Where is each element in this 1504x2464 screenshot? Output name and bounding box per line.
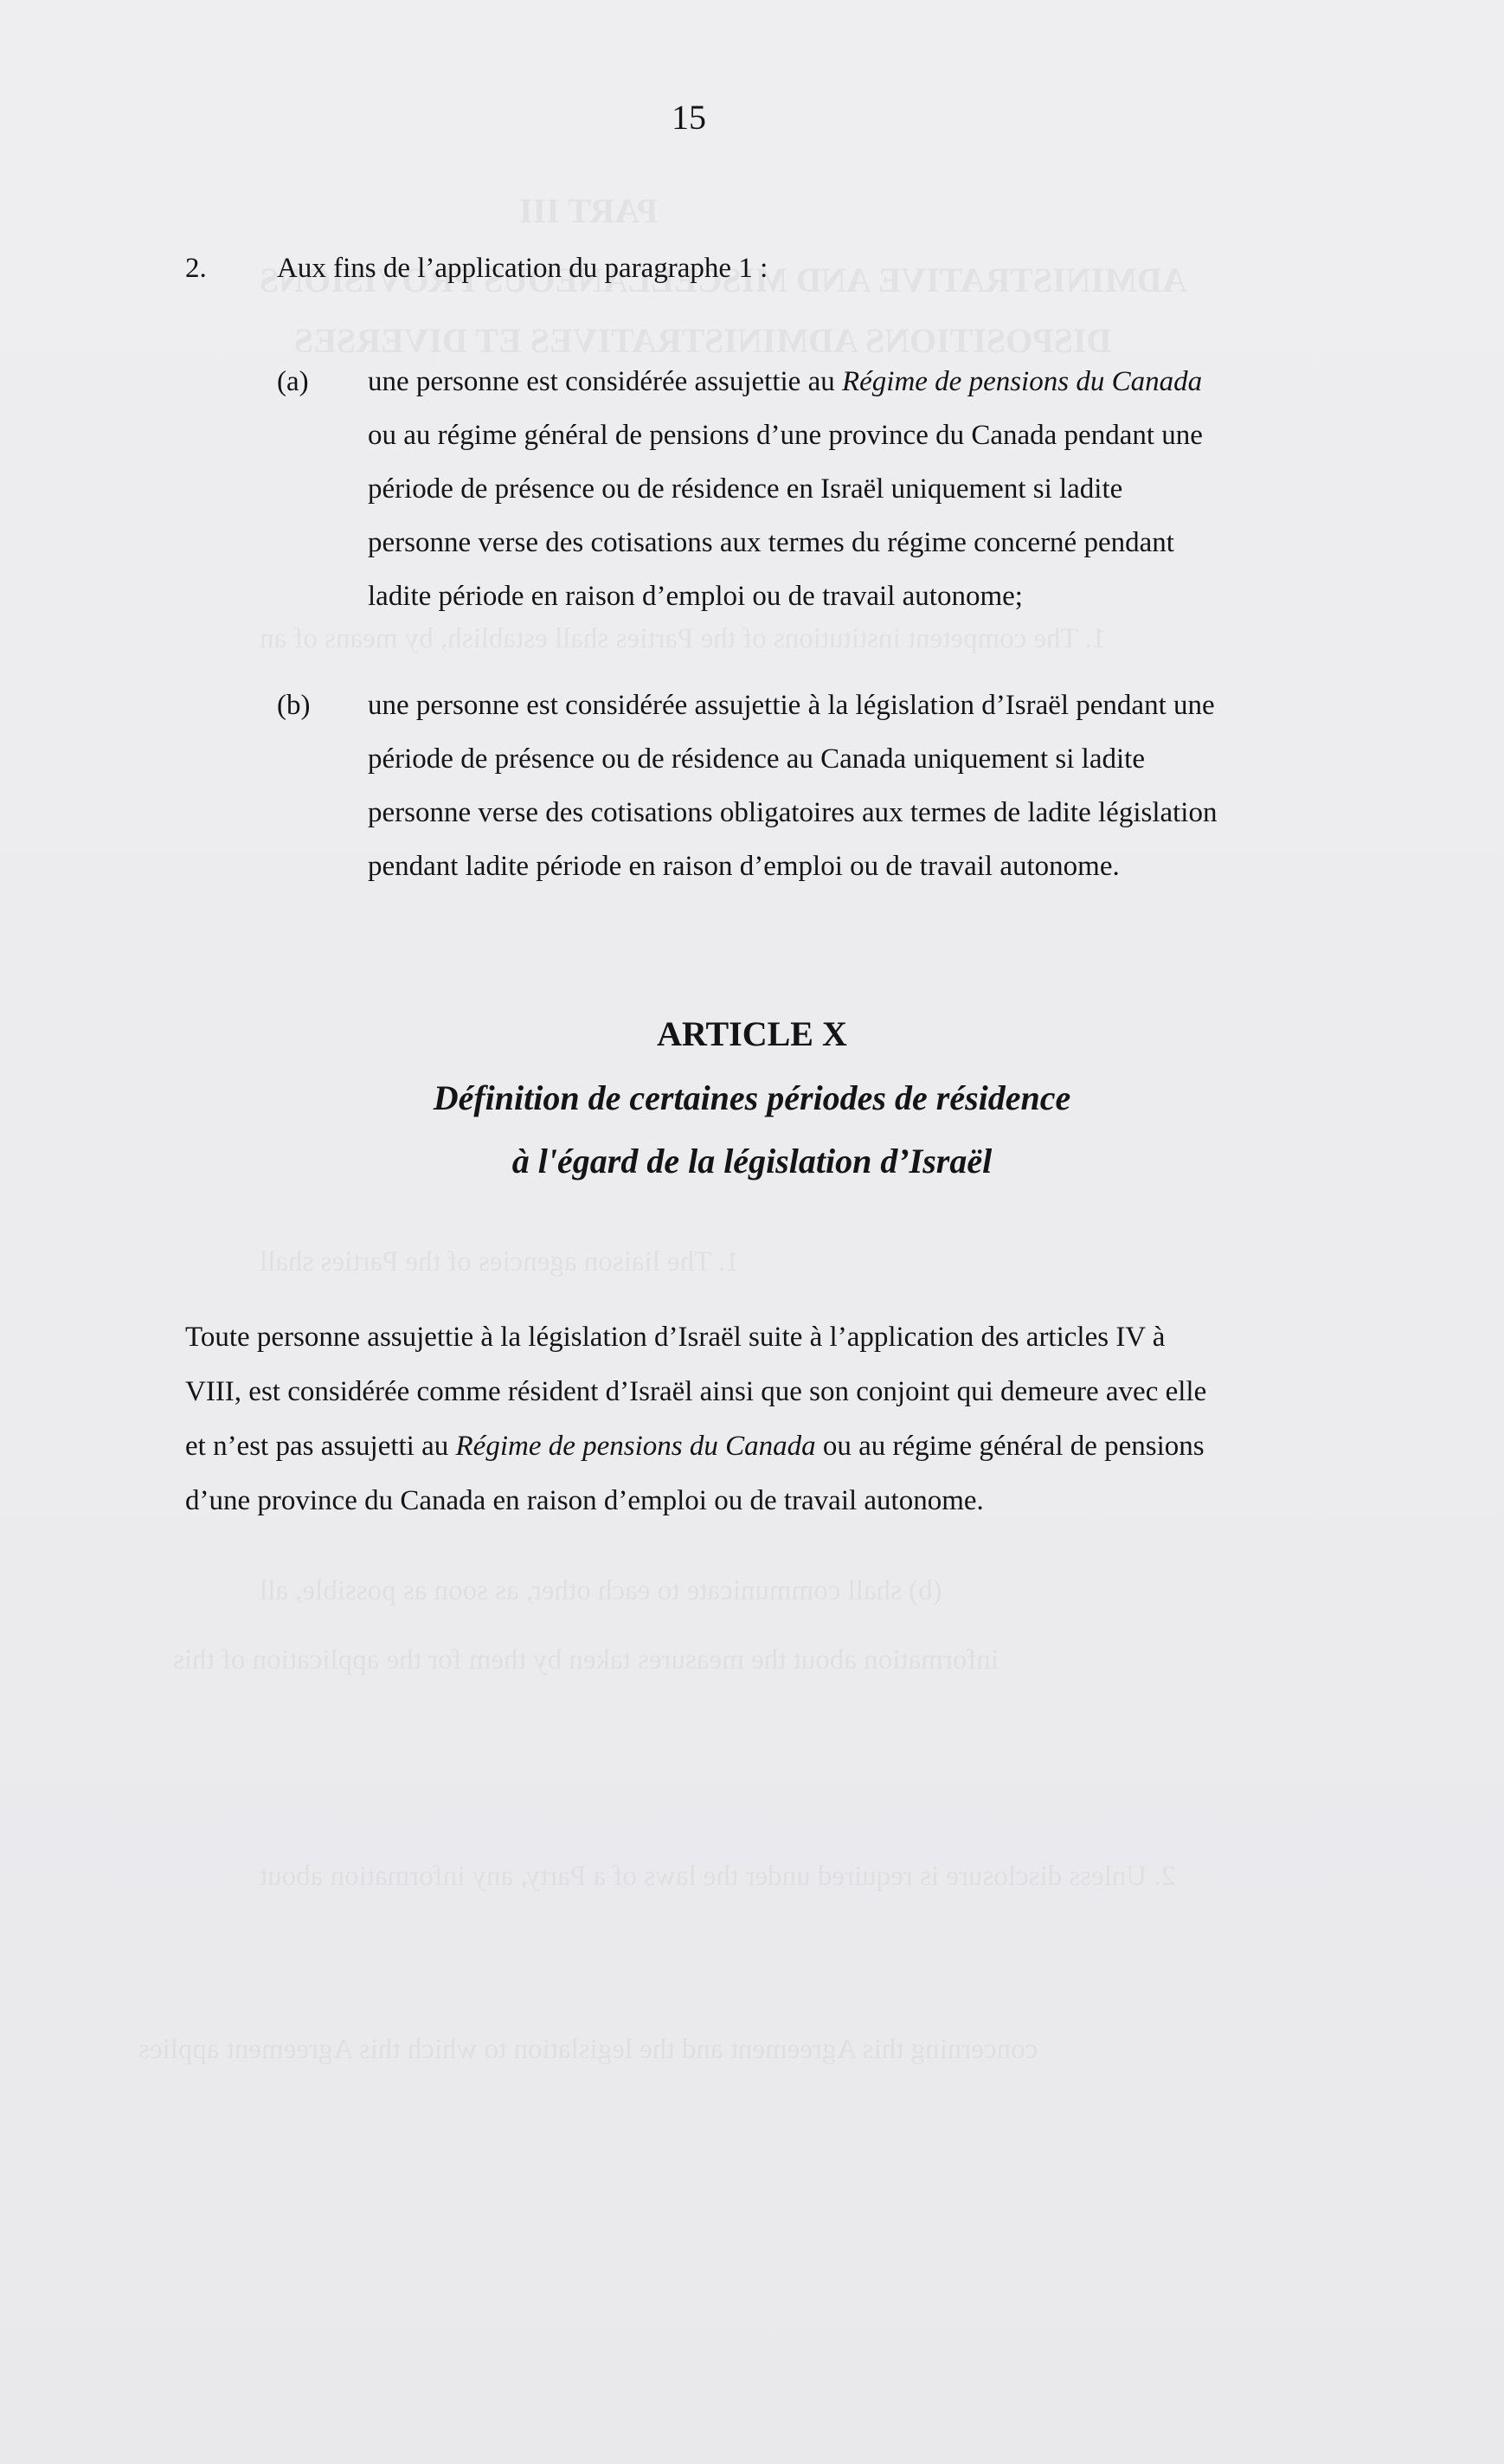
body-line3-pre: et n’est pas assujetti au	[185, 1431, 456, 1462]
page-number: 15	[672, 98, 706, 137]
plan-name-italic: Régime de pensions du Canada	[841, 366, 1203, 397]
item-a-line	[368, 364, 1202, 399]
item-b-line: une personne est considérée assujettie à la législation d’Israël pendant une	[368, 690, 1215, 721]
body-line: d’une province du Canada en raison d’emploi ou de travail autonome.	[185, 1485, 984, 1516]
article-subtitle-line2: à l'égard de la législation d’Israël	[511, 1142, 993, 1181]
article-subtitle-line1: Définition de certaines périodes de résidence	[433, 1078, 1071, 1117]
article-title: ARTICLE X	[657, 1014, 847, 1053]
item-a-line: période de présence ou de résidence en Israël uniquement si ladite	[368, 473, 1123, 505]
body-line3-post: ou au régime général de pensions	[815, 1431, 1205, 1462]
bleed-through-text	[260, 1861, 1175, 1893]
bleed-through-text	[519, 190, 659, 231]
item-b-line: période de présence ou de résidence au Canada uniquement si ladite	[368, 743, 1145, 775]
paragraph-intro: Aux fins de l’application du paragraphe 1 :	[277, 253, 768, 284]
bleed-through-text	[260, 623, 1106, 655]
body-line: Toute personne assujettie à la législation d’Israël suite à l’application des articles IV à	[185, 1322, 1166, 1353]
item-b-line: pendant ladite période en raison d’emploi ou de travail autonome.	[368, 851, 1120, 882]
bleed-through-text	[260, 1575, 942, 1607]
paragraph-number: 2.	[185, 253, 207, 284]
bleed-through-text	[260, 1246, 740, 1278]
item-a-label: (a)	[277, 366, 309, 397]
bleed-through-text	[294, 320, 1111, 361]
item-b-label: (b)	[277, 690, 311, 721]
item-a-line: ou au régime général de pensions d’une province du Canada pendant une	[368, 420, 1203, 451]
item-a-line: ladite période en raison d’emploi ou de travail autonome;	[368, 581, 1023, 612]
bleed-through-text	[138, 2034, 1038, 2066]
body-line: VIII, est considérée comme résident d’Israël ainsi que son conjoint qui demeure avec elle	[185, 1376, 1207, 1407]
item-a-line: personne verse des cotisations aux termes du régime concerné pendant	[368, 527, 1174, 558]
item-b-line: personne verse des cotisations obligatoires aux termes de ladite législation	[368, 797, 1218, 828]
plan-name-italic: Régime de pensions du Canada	[455, 1431, 816, 1462]
body-line	[185, 1429, 1205, 1464]
item-a-line1-text: une personne est considérée assujettie au	[368, 366, 842, 397]
bleed-through-text	[173, 1644, 999, 1676]
